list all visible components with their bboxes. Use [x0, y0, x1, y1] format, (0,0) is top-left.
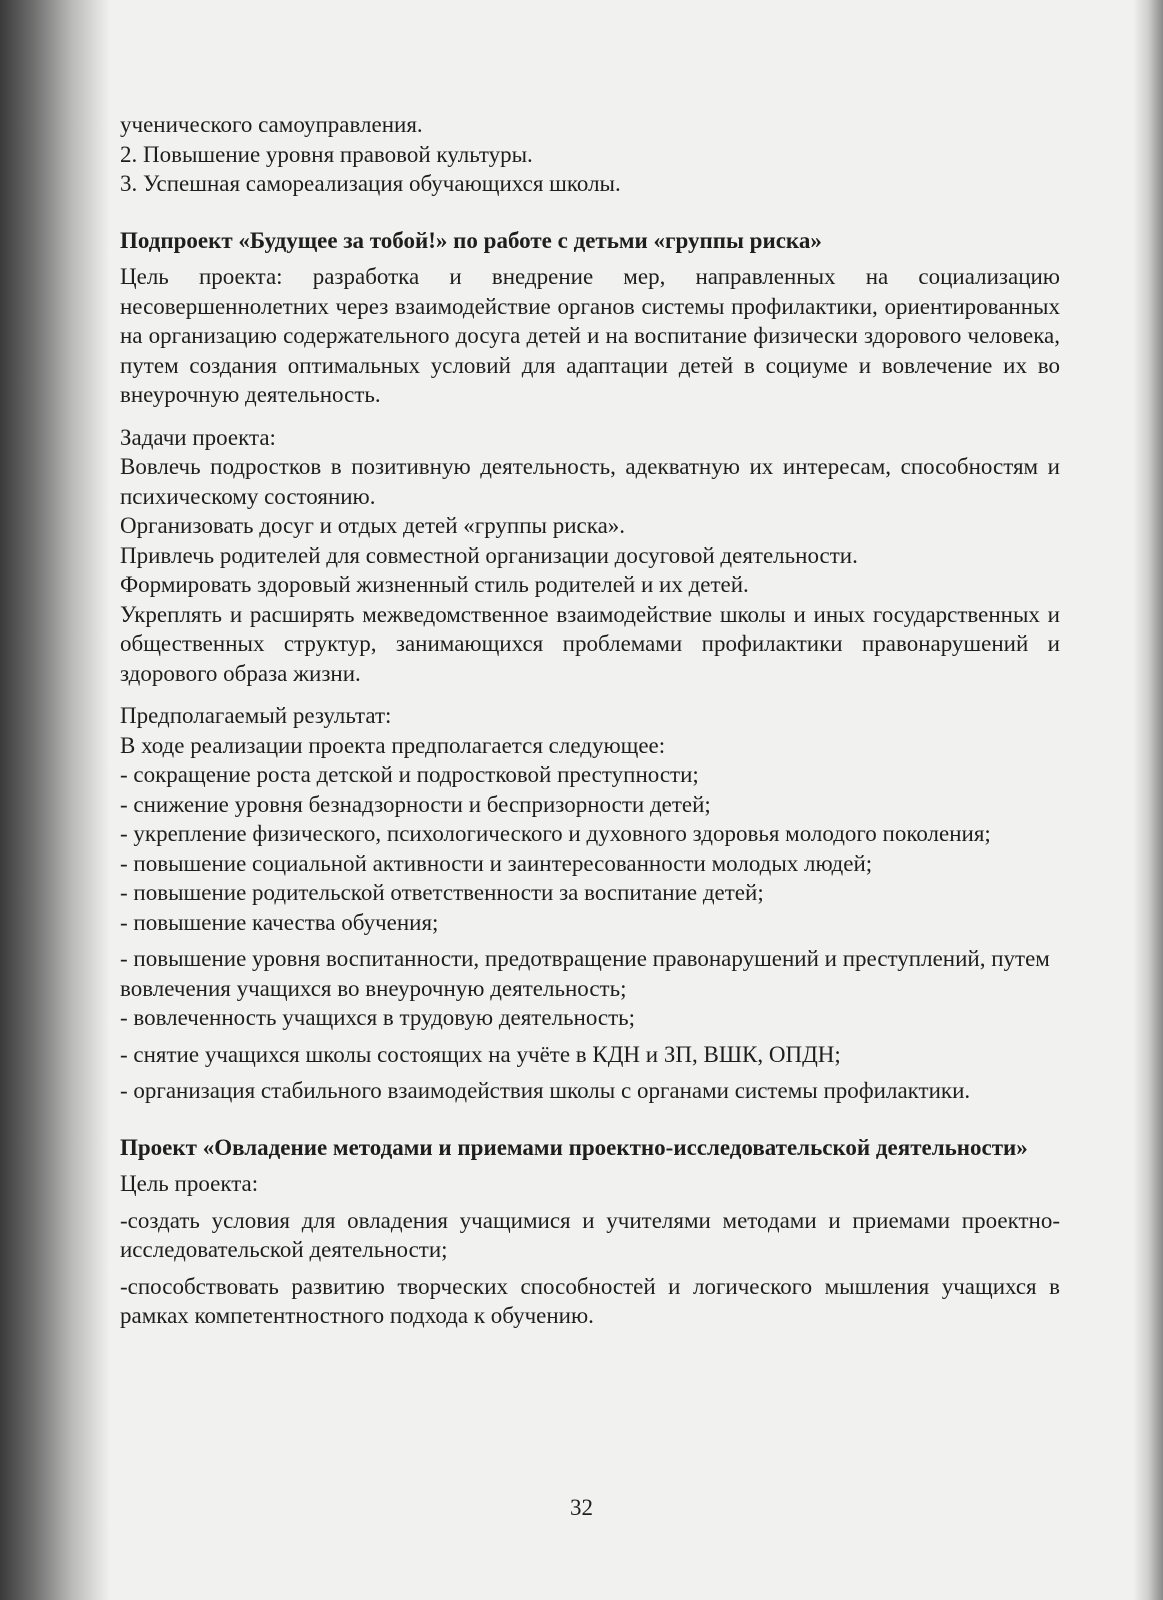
- task-item: Укреплять и расширять межведомственное взаимодействие школы и иных государственных и общественных структур, занимающихся проблемами профилактики правонарушений и здорового образа жизни.: [120, 601, 1060, 686]
- result-intro: В ходе реализации проекта предполагается следующее:: [120, 732, 666, 758]
- result-item: - повышение родительской ответственности за воспитание детей;: [120, 880, 764, 905]
- text-line: ученического самоуправления.: [120, 112, 423, 137]
- result-title: Предполагаемый результат:: [120, 703, 392, 728]
- task-item: Вовлечь подростков в позитивную деятельность, адекватную их интересам, способностям и психическому состоянию.: [120, 454, 1060, 509]
- text-line: 2. Повышение уровня правовой культуры.: [120, 141, 533, 167]
- scan-edge-shadow: [1133, 0, 1163, 1600]
- project-heading: Проект «Овладение методами и приемами проектно-исследовательской деятельности»: [120, 1134, 1028, 1160]
- task-item: Формировать здоровый жизненный стиль родителей и их детей.: [120, 572, 749, 597]
- result-item: - укрепление физического, психологического и духовного здоровья молодого поколения;: [120, 821, 991, 846]
- result-item: - повышение социальной активности и заинтересованности молодых людей;: [120, 850, 873, 876]
- project-goal-item: -создать условия для овладения учащимися и учителями методами и приемами проектно-исследовательской деятельности;: [120, 1207, 1060, 1262]
- result-item: - сокращение роста детской и подростковой преступности;: [120, 762, 699, 787]
- scan-binding-shadow: [0, 0, 110, 1600]
- task-item: Привлечь родителей для совместной организации досуговой деятельности.: [120, 542, 858, 568]
- result-item: - вовлеченность учащихся в трудовую деятельность;: [120, 1005, 636, 1030]
- subproject-heading: Подпроект «Будущее за тобой!» по работе с детьми «группы риска»: [120, 227, 822, 253]
- document-body: [120, 110, 1060, 1331]
- text-line: 3. Успешная самореализация обучающихся школы.: [120, 171, 621, 196]
- subproject-goal: Цель проекта: разработка и внедрение мер, направленных на социализацию несовершеннолетних через взаимодействие органов системы профилактики, ориентированных на организацию содержательного досуга детей и на воспитание физически здорового человека, путем создания оптимальных условий для адаптации детей в социуме и вовлечение их во внеурочную деятельность.: [120, 264, 1060, 407]
- page-number: 32: [570, 1495, 593, 1520]
- result-item: - снижение уровня безнадзорности и беспризорности детей;: [120, 791, 711, 817]
- project-goal-title: Цель проекта:: [120, 1171, 259, 1196]
- task-item: Организовать досуг и отдых детей «группы риска».: [120, 513, 626, 538]
- result-item: - снятие учащихся школы состоящих на учёте в КДН и ЗП, ВШК, ОПДН;: [120, 1041, 841, 1067]
- result-item: - повышение качества обучения;: [120, 909, 439, 935]
- result-item: - организация стабильного взаимодействия школы с органами системы профилактики.: [120, 1078, 971, 1103]
- tasks-title: Задачи проекта:: [120, 424, 276, 450]
- project-goal-item: -способствовать развитию творческих способностей и логического мышления учащихся в рамках компетентностного подхода к обучению.: [120, 1273, 1060, 1328]
- result-item: - повышение уровня воспитанности, предотвращение правонарушений и преступлений, путем вовлечения учащихся во внеурочную деятельность;: [120, 946, 1050, 1001]
